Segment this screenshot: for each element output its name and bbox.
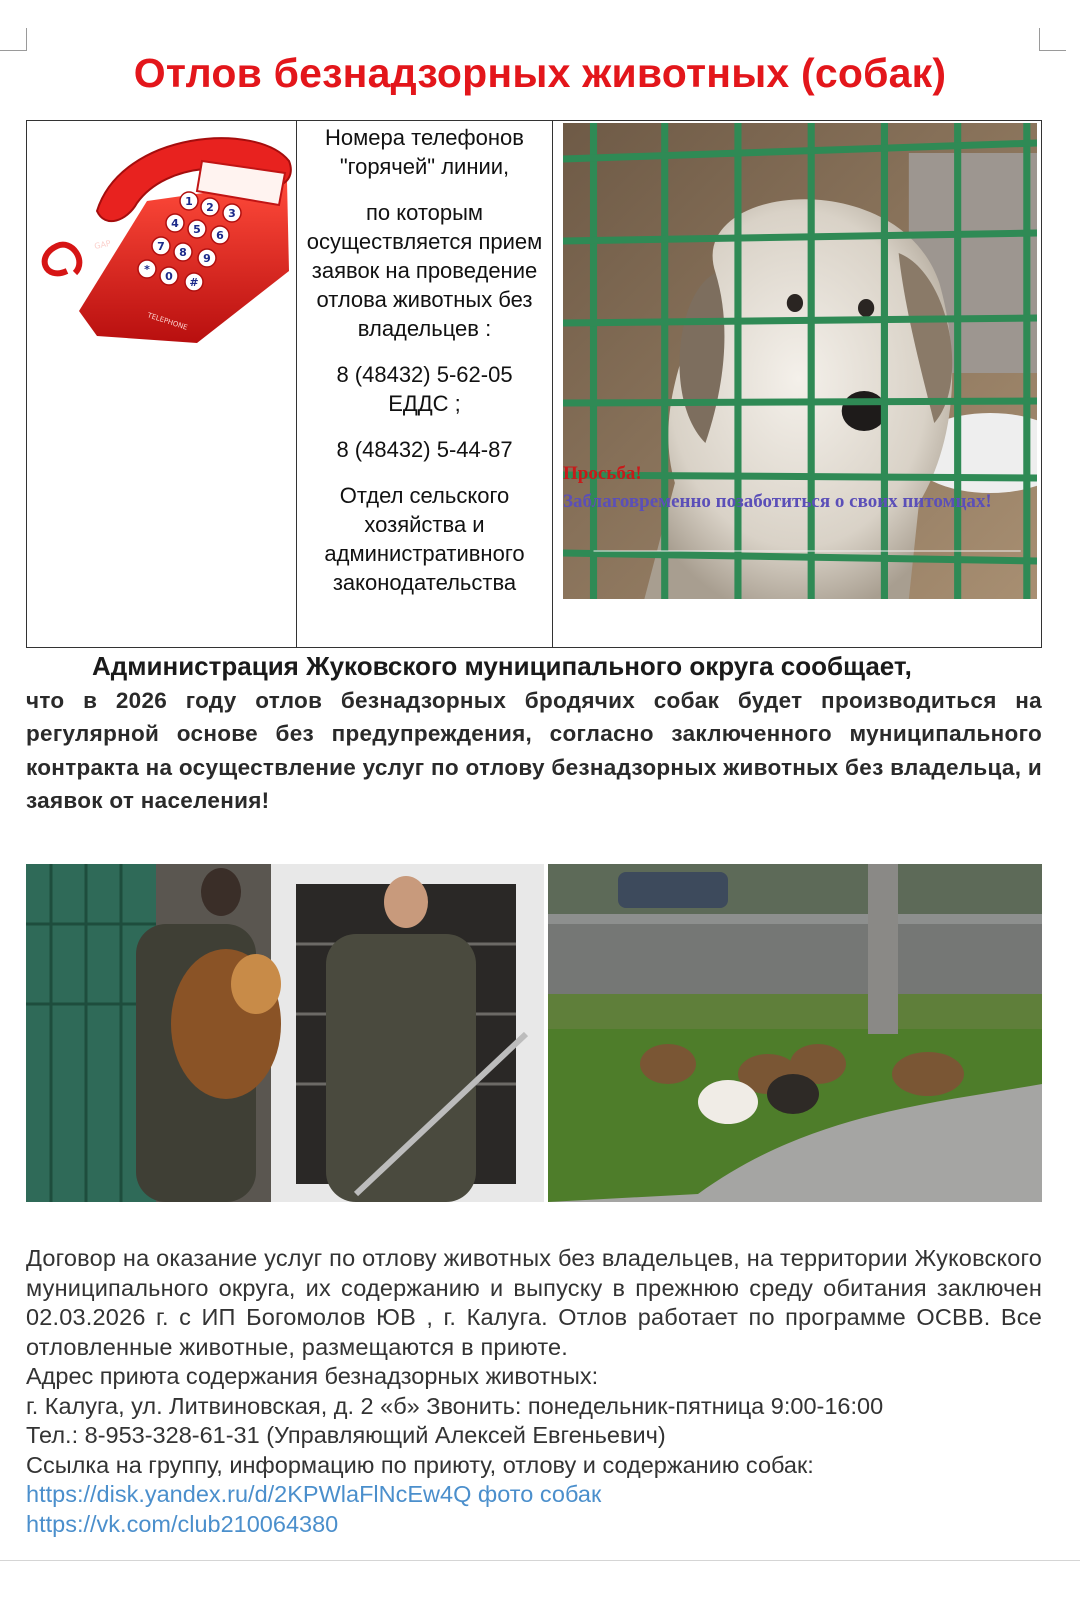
announcement-body: что в 2026 году отлов безнадзорных бродячих собак будет производиться на регулярной основе без предупреждения, согласно заключенного муниципального контракта на осуществление услуг по отлову безнадзорных животных без владельца, и заявок от населения! xyxy=(26,687,1042,813)
corner-mark-left xyxy=(0,28,27,51)
dog-caption-plea: Просьба! xyxy=(563,463,642,484)
svg-text:9: 9 xyxy=(203,252,211,265)
yandex-disk-link[interactable]: https://disk.yandex.ru/d/2KPWlaFlNcEw4Q фото собак xyxy=(26,1481,602,1507)
svg-text:#: # xyxy=(189,276,199,289)
svg-text:4: 4 xyxy=(171,217,179,230)
dog-caption-message: Заблаговременно позаботиться о своих питомцах! xyxy=(563,491,992,512)
svg-text:7: 7 xyxy=(157,240,165,253)
telephone-label: TELEPHONE xyxy=(146,311,189,332)
hotline-table xyxy=(26,120,1042,648)
vk-group-link[interactable]: https://vk.com/club210064380 xyxy=(26,1510,339,1537)
phone-1-number: 8 (48432) 5-62-05 xyxy=(336,362,513,387)
stray-dogs-photo xyxy=(548,864,1042,1202)
svg-text:6: 6 xyxy=(216,229,224,242)
caged-dog-photo xyxy=(563,123,1037,599)
svg-text:1: 1 xyxy=(185,195,193,208)
page-bottom-rule xyxy=(0,1560,1080,1561)
photo-row xyxy=(26,864,1042,1202)
svg-text:0: 0 xyxy=(165,270,173,283)
dog-catchers-photo xyxy=(26,864,544,1202)
hotline-text-cell xyxy=(297,121,553,647)
svg-text:5: 5 xyxy=(193,223,201,236)
hotline-phone-2: 8 (48432) 5-44-87 xyxy=(336,437,513,462)
hotline-purpose: по которым осуществляется прием заявок на проведение отлова животных без владельцев : xyxy=(306,200,543,341)
svg-text:2: 2 xyxy=(206,201,214,214)
links-label: Ссылка на группу, информацию по приюту, отлову и содержанию собак: xyxy=(26,1451,814,1478)
svg-text:*: * xyxy=(144,263,150,276)
shelter-phone: Тел.: 8-953-328-61-31 (Управляющий Алексей Евгеньевич) xyxy=(26,1422,666,1448)
svg-text:8: 8 xyxy=(179,246,187,259)
telephone-brand: GAP xyxy=(93,238,112,251)
svg-text:3: 3 xyxy=(228,207,236,220)
phone-2-owner: Отдел сельского хозяйства и административного законодательства xyxy=(324,483,525,595)
contract-info xyxy=(26,1244,1042,1539)
contract-paragraph: Договор на оказание услуг по отлову животных без владельцев, на территории Жуковского муниципального округа, их содержанию и выпуску в прежнюю среду обитания заключен 02.03.2026 г. с ИП Богомолов ЮВ , г. Калуга. Отлов работает по программе ОСВВ. Все отловленные животные, размещаются в приюте. xyxy=(26,1245,1042,1360)
corner-mark-right xyxy=(1039,28,1066,51)
page-title: Отлов безнадзорных животных (собак) xyxy=(133,50,947,96)
red-telephone-icon xyxy=(27,121,297,351)
announcement xyxy=(26,650,1042,818)
hotline-phone-1 xyxy=(297,360,552,418)
dog-photo-cell xyxy=(553,121,1041,647)
shelter-address: г. Калуга, ул. Литвиновская, д. 2 «б» Звонить: понедельник-пятница 9:00-16:00 xyxy=(26,1392,884,1419)
telephone-cell xyxy=(27,121,297,647)
announcement-heading: Администрация Жуковского муниципального округа сообщает, xyxy=(92,651,912,681)
phone-1-owner: ЕДДС ; xyxy=(388,391,461,416)
hotline-heading: Номера телефонов "горячей" линии, xyxy=(325,125,524,179)
shelter-address-label: Адрес приюта содержания безнадзорных животных: xyxy=(26,1363,599,1389)
